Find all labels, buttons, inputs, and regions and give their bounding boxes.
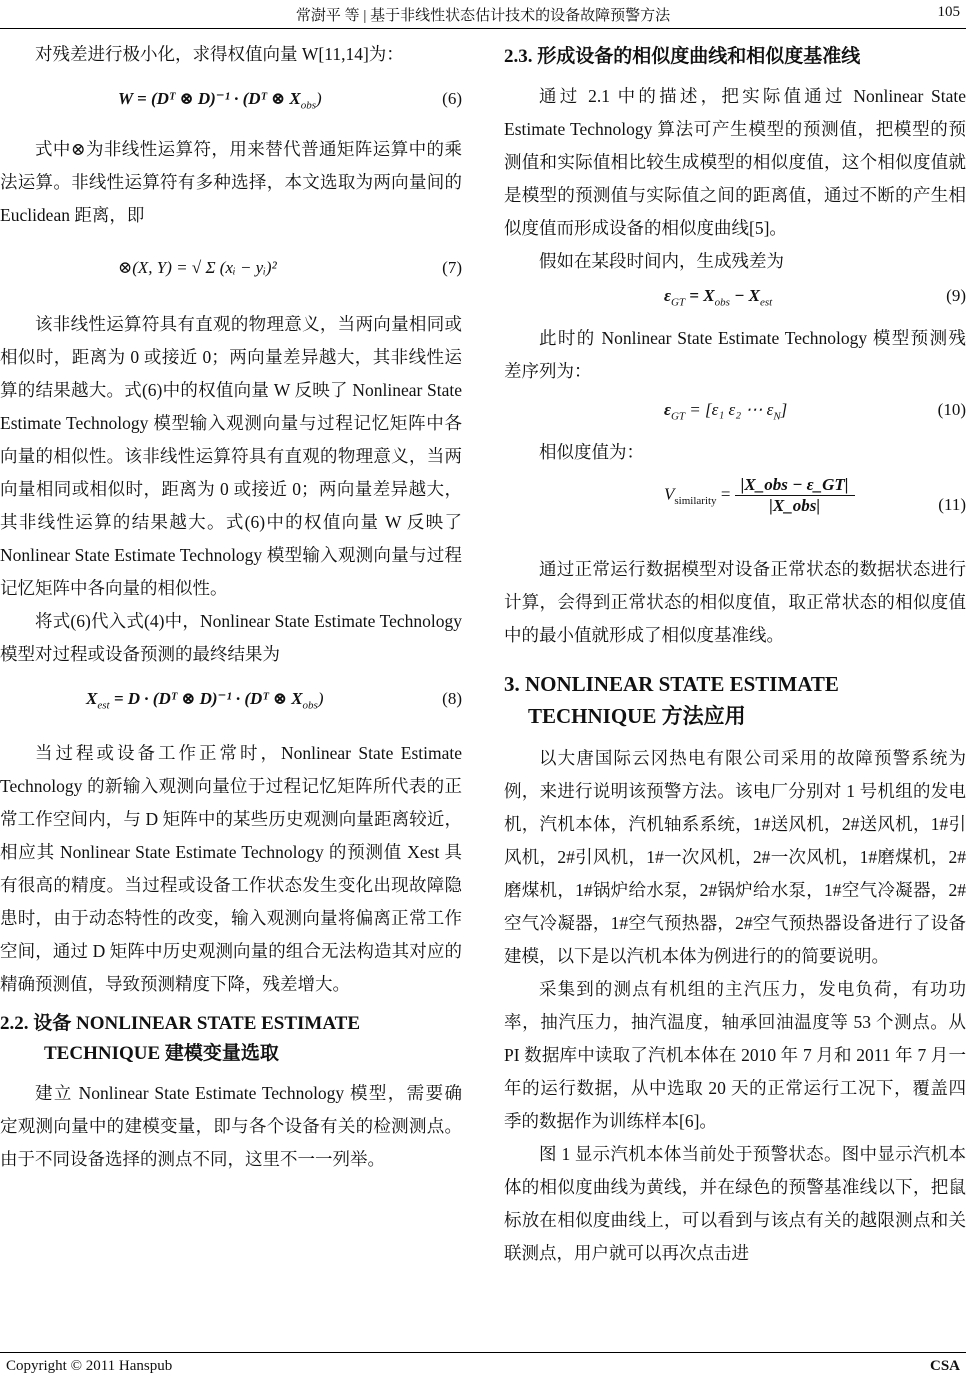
equation-expression: ⊗(X, Y) = √ Σ (xᵢ − yᵢ)² — [118, 258, 277, 277]
fraction — [735, 475, 855, 516]
heading-line: TECHNIQUE 方法应用 — [528, 704, 746, 728]
paragraph: 式中⊗为非线性运算符，用来替代普通矩阵运算中的乘法运算。非线性运算符有多种选择，本文选取为两向量间的 Euclidean 距离，即 — [0, 139, 462, 225]
equation-expression — [118, 89, 322, 111]
paragraph: 假如在某段时间内，生成残差为 — [539, 251, 784, 271]
equation-expression: $V_{similarity}$ = $\frac{\text{|X\_obs − ε\_GT|}}{\text{|X\_obs|}}$ — [664, 475, 855, 516]
eq-text: = D · (Dᵀ ⊗ D)⁻¹ · (Dᵀ ⊗ X — [109, 689, 303, 708]
copyright-text: Copyright © 2011 Hanspub — [6, 1358, 173, 1374]
equation-number: (9) — [946, 286, 966, 305]
eq-subscript: est — [97, 699, 110, 712]
header-divider — [0, 28, 966, 29]
equation-number: (8) — [442, 689, 462, 708]
eq-text: V — [664, 484, 675, 504]
eq-subscript: obs — [300, 99, 317, 112]
page-header — [0, 0, 966, 30]
eq-text: ε — [664, 400, 671, 419]
eq-text: W = (Dᵀ ⊗ D)⁻¹ · (Dᵀ ⊗ X — [118, 89, 301, 108]
right-column — [504, 38, 966, 1270]
eq-text: ε — [664, 286, 671, 305]
heading-line: 3. NONLINEAR STATE ESTIMATE — [504, 672, 839, 696]
section-heading-2-3: 2.3. 形成设备的相似度曲线和相似度基准线 — [504, 46, 861, 67]
heading-line: 2.2. 设备 NONLINEAR STATE ESTIMATE — [0, 1013, 361, 1034]
eq-subscript: GT — [670, 296, 686, 309]
fraction-numerator: |X_obs − ε_GT| — [735, 475, 855, 496]
eq-subscript: est — [760, 296, 773, 309]
eq-subscript: N — [773, 410, 781, 423]
equation-expression — [86, 689, 324, 711]
left-column — [0, 38, 462, 1176]
equation-11 — [504, 469, 966, 553]
eq-subscript: obs — [714, 296, 730, 309]
equation-number: (6) — [442, 89, 462, 108]
equation-expression — [664, 286, 772, 308]
eq-text: = X — [685, 286, 715, 305]
eq-text: X — [86, 689, 98, 708]
page-number: 105 — [937, 4, 960, 20]
running-title: 常澍平 等 | 基于非线性状态估计技术的设备故障预警方法 — [295, 8, 671, 24]
eq-text: ) — [317, 689, 324, 708]
equation-number: (11) — [938, 495, 966, 514]
paragraph: 该非线性运算符具有直观的物理意义，当两向量相同或相似时，距离为 0 或接近 0；两向量差异越大，其非线性运算的结果越大。式(6)中的权值向量 W 反映了 Nonlinear State Estimate Technology 模型输入观测向量与过程记忆矩阵中各向量的相似性。该非线性运算符具有直观的物理意义，当两向量相同或相似时，距离为 0 或接近 0；两向量差异越大，其非线性运算的结果越大。式(6)中的权值向量 W 反映了 Nonlinear State Estimate Technology 模型输入观测向量与过程记忆矩阵中各向量的相似性。 — [0, 314, 462, 598]
eq-subscript: obs — [302, 699, 318, 712]
footer-divider — [0, 1352, 966, 1353]
equation-6 — [0, 71, 462, 133]
eq-text: − X — [729, 286, 760, 305]
paragraph: 当过程或设备工作正常时，Nonlinear State Estimate Technology 的新输入观测向量位于过程记忆矩阵所代表的正常工作空间内，与 D 矩阵中的某些历史观测向量距离较近，相应其 Nonlinear State Estimate Technology 的预测值 Xest 具有很高的精度。当过程或设备工作状态发生变化出现故障隐患时，由于动态特性的改变，输入观测向量将偏离正常工作空间，通过 D 矩阵中历史观测向量的组合无法构造其对应的精确预测值，导致预测精度下降，残差增大。 — [0, 743, 462, 994]
paragraph: 通过正常运行数据模型对设备正常状态的数据状态进行计算，会得到正常状态的相似度值，取正常状态的相似度值中的最小值就形成了相似度基准线。 — [504, 559, 966, 645]
paragraph: 以大唐国际云冈热电有限公司采用的故障预警系统为例，来进行说明该预警方法。该电厂分别对 1 号机组的发电机，汽机本体，汽机轴系系统，1#送风机，2#送风机，1#引风机，2#引风机，1#一次风机，2#一次风机，1#磨煤机，2#磨煤机，1#锅炉给水泵，2#锅炉给水泵，1#空气冷凝器，2#空气冷凝器，1#空气预热器，2#空气预热器设备进行了设备建模，以下是以汽机本体为例进行的的简要说明。 — [504, 748, 966, 966]
paragraph: 此时的 Nonlinear State Estimate Technology 模型预测残差序列为： — [504, 328, 966, 381]
paragraph: 采集到的测点有机组的主汽压力，发电负荷，有功功率，抽汽压力，抽汽温度，轴承回油温度等 53 个测点。从 PI 数据库中读取了汽机本体在 2010 年 7 月和 2011 年 7 月一年的运行数据，从中选取 20 天的正常运行工况下，覆盖四季的数据作为训练样本[6]。 — [504, 979, 966, 1131]
equation-10 — [504, 388, 966, 436]
paragraph: 将式(6)代入式(4)中，Nonlinear State Estimate Technology 模型对过程或设备预测的最终结果为 — [0, 611, 462, 664]
eq-text: ) — [316, 89, 322, 108]
eq-text: = [ε₁ ε₂ ⋯ ε — [685, 400, 774, 419]
paragraph: 建立 Nonlinear State Estimate Technology 模型，需要确定观测向量中的建模变量，即与各个设备有关的检测测点。由于不同设备选择的测点不同，这里不一一列举。 — [0, 1083, 462, 1169]
paragraph: 通过 2.1 中的描述，把实际值通过 Nonlinear State Estimate Technology 算法可产生模型的预测值，把模型的预测值和实际值相比较生成模型的相似度值，这个相似度值就是模型的预测值与实际值之间的距离值，通过不断的产生相似度值而形成设备的相似度曲线[5]。 — [504, 86, 966, 238]
heading-line: TECHNIQUE 建模变量选取 — [44, 1043, 279, 1064]
equation-number: (10) — [937, 400, 966, 419]
section-heading-3 — [504, 668, 966, 732]
equation-number: (7) — [442, 258, 462, 277]
paragraph: 对残差进行极小化，求得权值向量 W[11,14]为： — [35, 44, 404, 64]
journal-abbrev: CSA — [929, 1358, 960, 1374]
section-heading-2-2 — [0, 1009, 462, 1069]
paragraph: 相似度值为： — [539, 442, 644, 462]
eq-text: ] — [780, 400, 788, 419]
fraction-denominator: |X_obs| — [769, 496, 821, 515]
eq-subscript: similarity — [674, 494, 717, 507]
paragraph: 图 1 显示汽机本体当前处于预警状态。图中显示汽机本体的相似度曲线为黄线，并在绿色的预警基准线以下，把鼠标放在相似度曲线上，可以看到与该点有关的越限测点和关联测点，用户就可以再次点击进 — [504, 1144, 966, 1263]
equation-9 — [504, 278, 966, 322]
equation-8 — [0, 671, 462, 737]
equation-7 — [0, 232, 462, 308]
eq-subscript: GT — [670, 410, 686, 423]
equation-expression — [664, 400, 787, 422]
